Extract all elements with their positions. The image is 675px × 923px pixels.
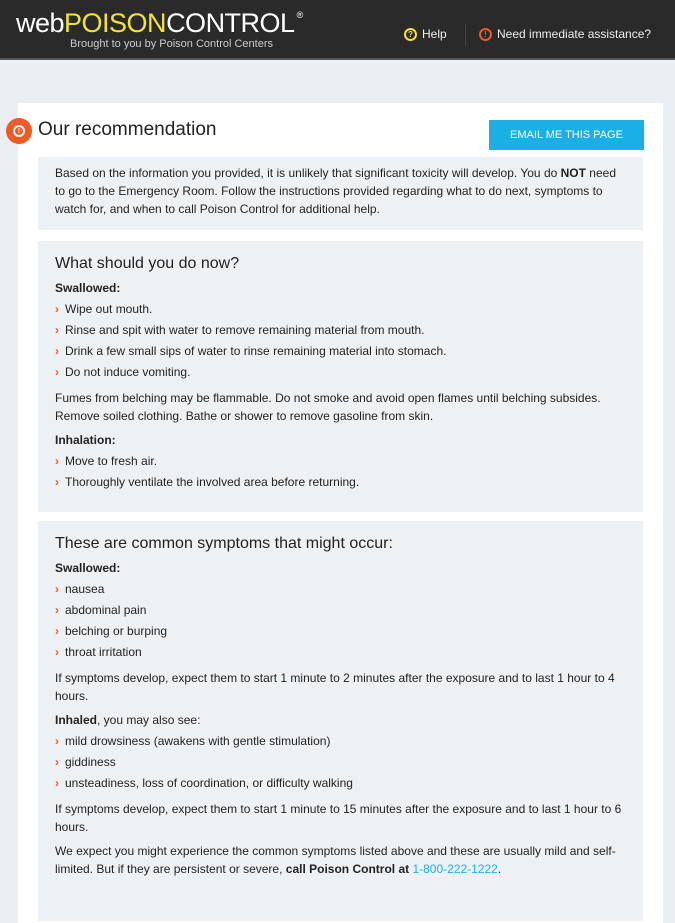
logo-reg: ® <box>296 10 303 20</box>
list-item-text: Drink a few small sips of water to rinse remaining material into stomach. <box>65 344 447 358</box>
list-item-text: abdominal pain <box>65 603 147 617</box>
swallowed-timing: If symptoms develop, expect them to start 1 minute to 2 minutes after the exposure and to last 1 hour to 4 hours. <box>55 671 615 703</box>
swallowed-label: Swallowed: <box>55 561 121 575</box>
list-item-text: nausea <box>65 582 105 596</box>
swallowed-label: Swallowed: <box>55 281 121 295</box>
chevron-right-icon: › <box>55 755 59 769</box>
logo-control: CONTROL <box>166 8 295 38</box>
help-icon: ? <box>404 28 417 41</box>
chevron-right-icon: › <box>55 475 59 489</box>
list-item <box>55 473 626 491</box>
list-item-text: Rinse and spit with water to remove remaining material from mouth. <box>65 323 425 337</box>
logo[interactable] <box>16 8 303 39</box>
chevron-right-icon: › <box>55 582 59 596</box>
logo-web: web <box>16 8 65 38</box>
assistance-link[interactable] <box>479 27 651 41</box>
chevron-right-icon: › <box>55 624 59 638</box>
note: Fumes from belching may be flammable. Do not smoke and avoid open flames until belching subsides. Remove soiled clothing. Bathe or shower to remove gasoline from skin. <box>55 391 601 423</box>
list-item-text: throat irritation <box>65 645 142 659</box>
list-item <box>55 452 626 470</box>
chevron-right-icon: › <box>55 344 59 358</box>
header <box>0 0 675 60</box>
logo-poison: POISON <box>64 8 167 38</box>
page-title: Our recommendation <box>38 119 217 140</box>
list-item-text: giddiness <box>65 755 116 769</box>
section-title: What should you do now? <box>55 255 240 272</box>
alert-icon: ! <box>479 28 492 41</box>
email-page-button[interactable]: EMAIL ME THIS PAGE <box>489 120 644 150</box>
list-item-text: Wipe out mouth. <box>65 302 153 316</box>
list-item <box>55 363 626 381</box>
intro-box <box>38 157 643 230</box>
tagline: Brought to you by Poison Control Centers <box>70 38 274 50</box>
list-item <box>55 601 626 619</box>
list-item <box>55 732 626 750</box>
chevron-right-icon: › <box>55 302 59 316</box>
list-item <box>55 321 626 339</box>
chevron-right-icon: › <box>55 734 59 748</box>
help-label: Help <box>422 27 447 41</box>
section-title: These are common symptoms that might occur: <box>55 535 393 552</box>
what-to-do-box <box>38 241 643 512</box>
chevron-right-icon: › <box>55 776 59 790</box>
chevron-right-icon: › <box>55 645 59 659</box>
inhalation-label: Inhalation: <box>55 433 116 447</box>
list-item <box>55 643 626 661</box>
symptoms-box <box>38 521 643 921</box>
alert-icon: ! <box>6 118 32 144</box>
closing-text: We expect you might experience the common symptoms listed above and these are usually mild and self-limited. But if they are persistent or severe, call Poison Control at 1-800-222-1222. <box>55 844 616 876</box>
list-item-text: Thoroughly ventilate the involved area before returning. <box>65 475 360 489</box>
chevron-right-icon: › <box>55 323 59 337</box>
phone-link[interactable]: 1-800-222-1222 <box>412 862 498 876</box>
list-item <box>55 300 626 318</box>
list-item <box>55 622 626 640</box>
assistance-label: Need immediate assistance? <box>497 27 652 41</box>
list-item <box>55 774 626 792</box>
chevron-right-icon: › <box>55 365 59 379</box>
intro-text: Based on the information you provided, it is unlikely that significant toxicity will develop. You do NOT need to go to the Emergency Room. Follow the instructions provided regarding what to do next, symptoms to watch for, and when to call Poison Control for additional help. <box>55 166 616 216</box>
inhaled-label: Inhaled, you may also see: <box>55 713 201 727</box>
list-item-text: belching or burping <box>65 624 168 638</box>
list-item <box>55 342 626 360</box>
chevron-right-icon: › <box>55 603 59 617</box>
divider <box>465 24 466 46</box>
list-item-text: unsteadiness, loss of coordination, or difficulty walking <box>65 776 353 790</box>
help-link[interactable] <box>404 27 447 41</box>
chevron-right-icon: › <box>55 454 59 468</box>
list-item <box>55 753 626 771</box>
inhaled-timing: If symptoms develop, expect them to start 1 minute to 15 minutes after the exposure and to last 1 hour to 6 hours. <box>55 802 622 834</box>
list-item-text: Move to fresh air. <box>65 454 158 468</box>
list-item-text: mild drowsiness (awakens with gentle stimulation) <box>65 734 331 748</box>
list-item <box>55 580 626 598</box>
list-item-text: Do not induce vomiting. <box>65 365 191 379</box>
